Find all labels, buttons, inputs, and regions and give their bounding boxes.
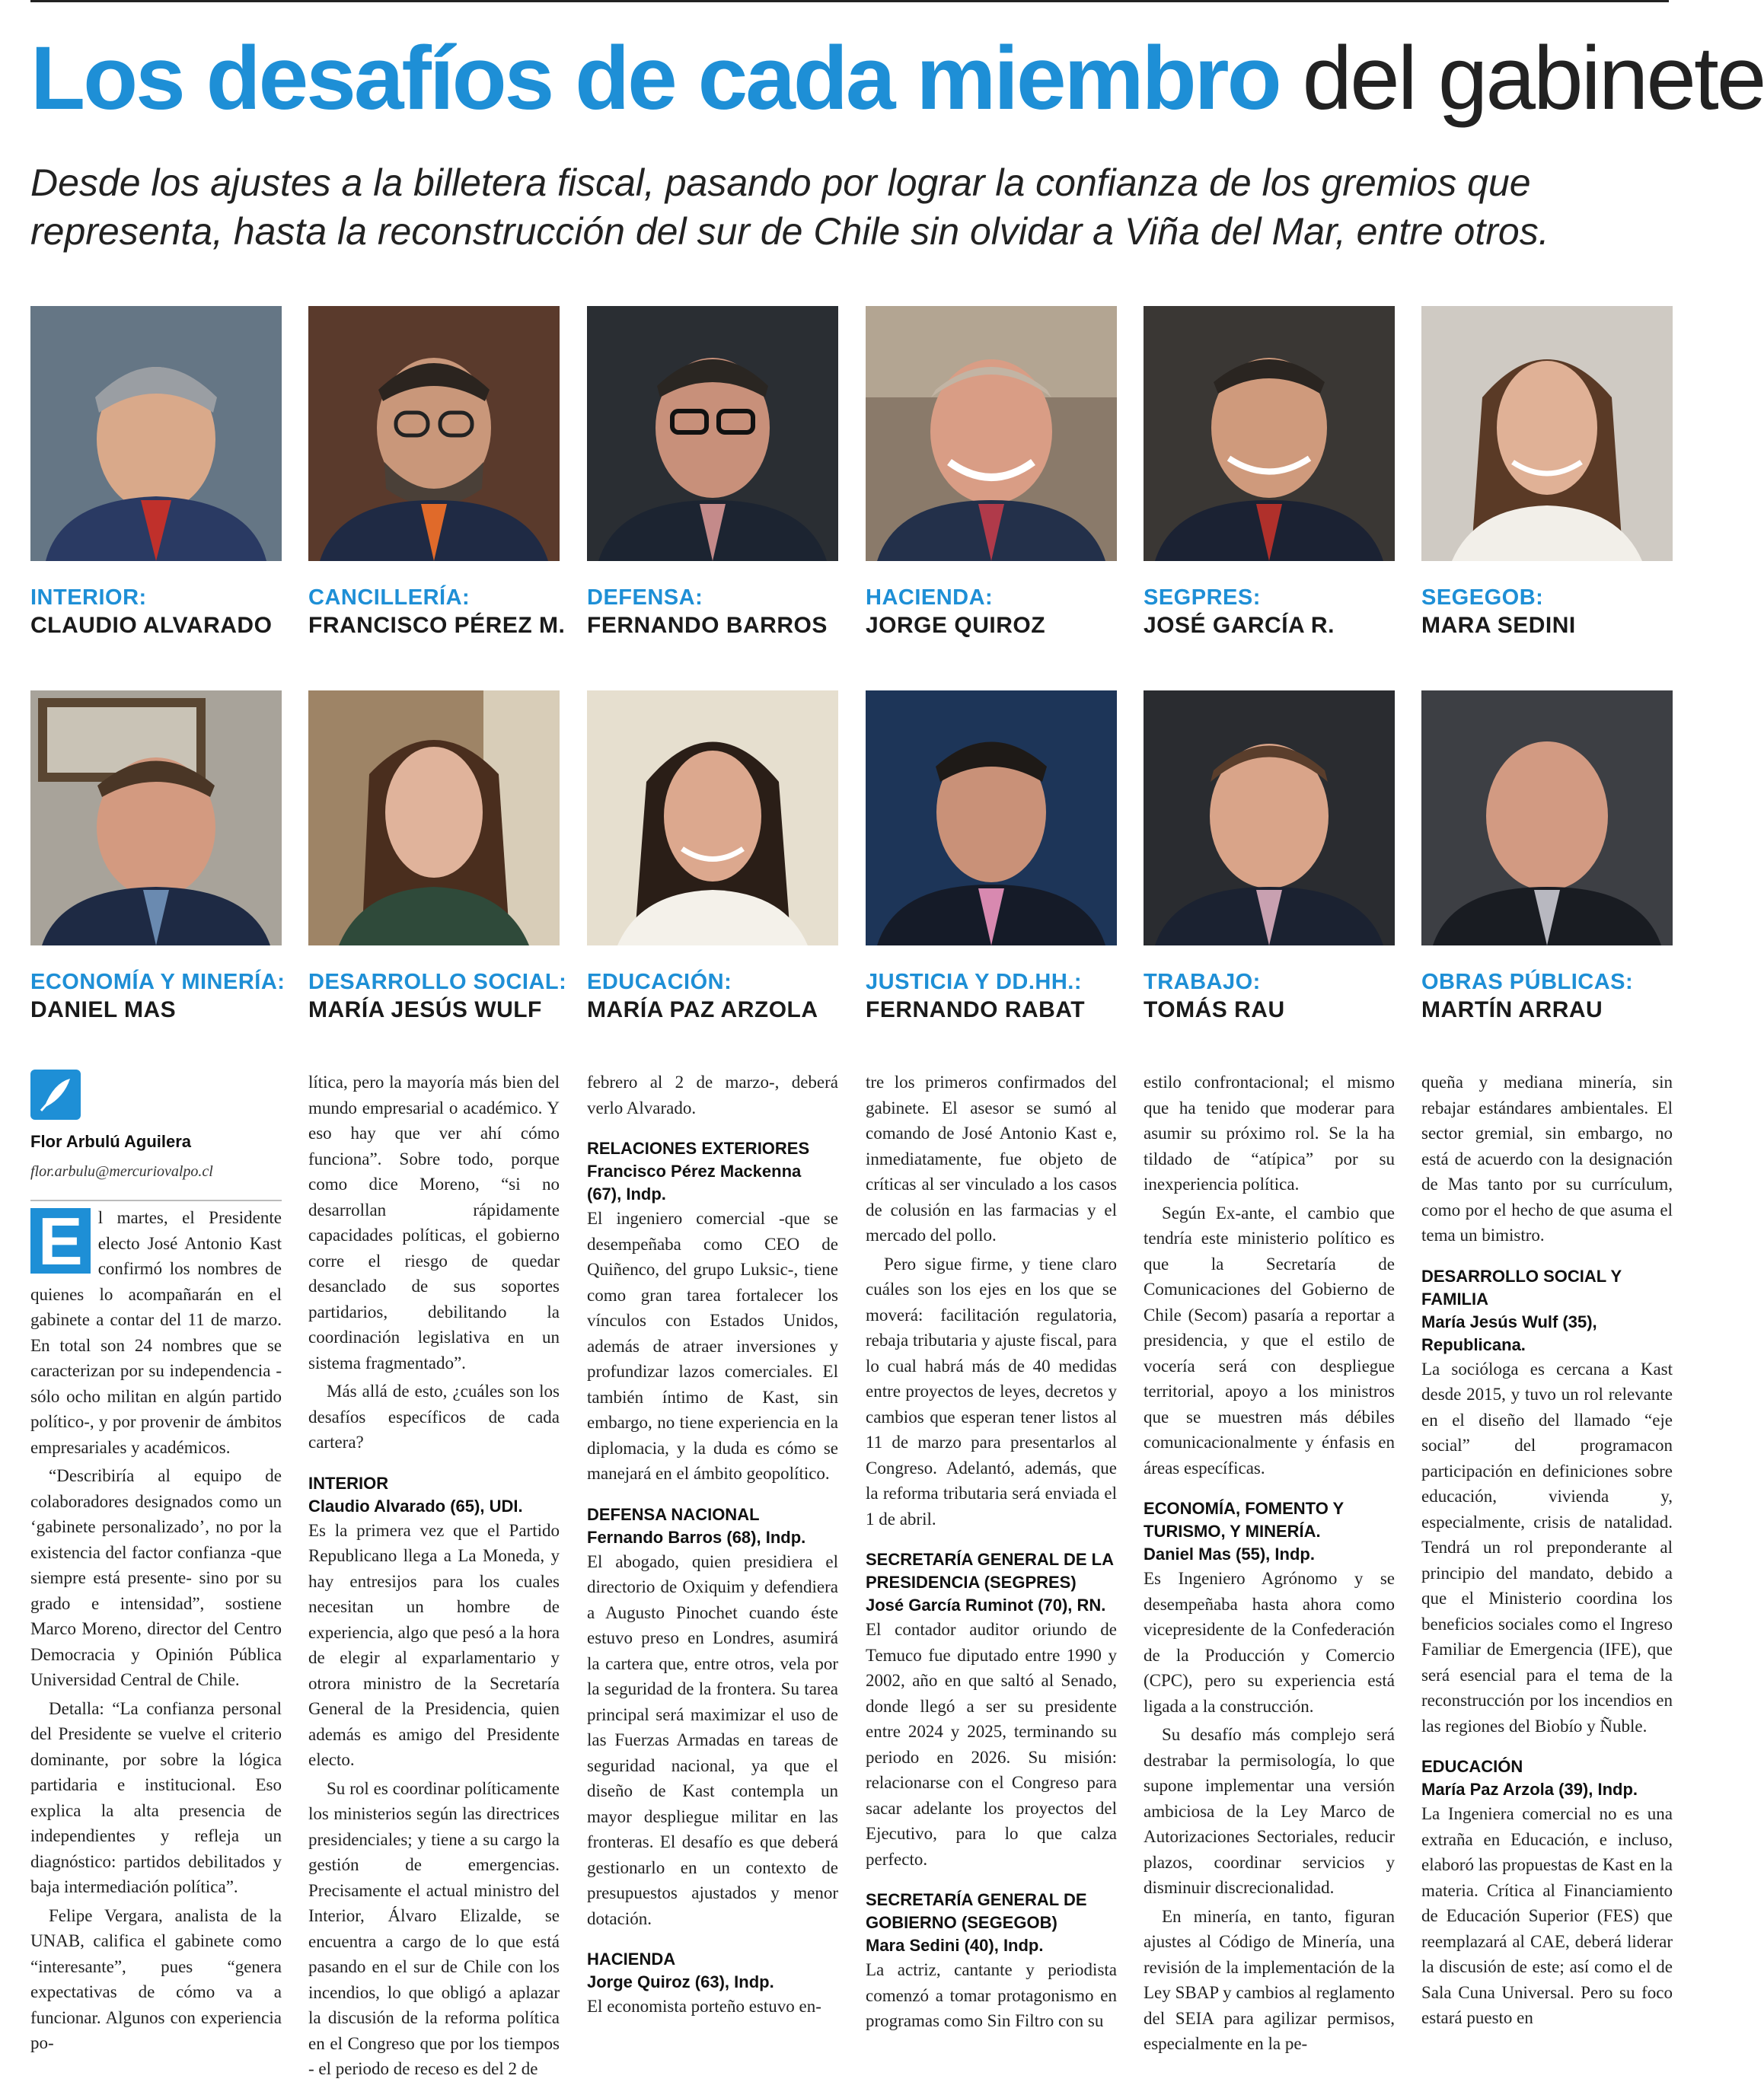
deck-subtitle: Desde los ajustes a la billetera fiscal, pasando por lograr la confianza de los gremios que representa, hasta la reconstrucción del sur de Chile sin olvidar a Viña del Mar, entre otros. [30,161,1549,253]
article-column-4 [866,1070,1117,2067]
paragraph: Es la primera vez que el Partido Republicano llega a La Moneda, y hay entresijos para los cuales necesitan un hombre de experiencia, algo que pesó a la hora de elegir al exparlamentario y otrora ministro de la Secretaría General de la Presidencia, quien además es amigo del Presidente electo. [308,1520,560,1769]
cabinet-card [866,690,1117,1025]
section-heading: INTERIOR [308,1473,389,1493]
paragraph: lítica, pero la mayoría más bien del mundo empresarial o académico. Y eso hay que ver ahí cómo funciona”. Sobre todo, porque como dice Moreno, “si no desarrollan rápidamente capacidades políticas, el gobierno corre el riesgo de quedar desanclado de sus soportes partidarios, debilitando la coordinación legislativa en un sistema fragmentado”. [308,1073,560,1373]
cabinet-role: ECONOMÍA Y MINERÍA: [30,970,285,994]
cabinet-role: TRABAJO: [1144,970,1261,994]
cabinet-role: DEFENSA: [587,585,703,610]
paragraph: Es Ingeniero Agrónomo y se desempeñaba hasta ahora como vicepresidente de la Confederación de la Producción y Comercio (CPC), pero su experiencia está ligada a la construcción. [1144,1569,1395,1716]
portrait-photo [308,690,560,945]
section-person: Mara Sedini (40), Indp. [866,1936,1044,1955]
headline-part1: Los desafíos de cada miembro [30,28,1280,129]
top-rule [30,0,1669,2]
article-column-3 [587,1070,838,2067]
portrait-photo [30,306,282,561]
quill-icon [30,1070,81,1120]
cabinet-name: FRANCISCO PÉREZ M. [308,613,566,638]
paragraph: E l martes, el Presidente electo José Antonio Kast confirmó los nombres de quienes lo acompañarán en el gabinete a contar del 11 de marzo. En total son 24 nombres que se caracterizan por su independencia -sólo ocho militan en algún partido político-, y por provenir de ámbitos empresariales y académicos. [30,1204,282,1457]
section-heading: SECRETARÍA GENERAL DE LA PRESIDENCIA (SEGPRES) [866,1550,1114,1592]
section-person: José García Ruminot (70), RN. [866,1596,1106,1615]
paragraph: El economista porteño estuvo en- [587,1997,821,2016]
section-person: Claudio Alvarado (65), UDI. [308,1496,523,1516]
portrait-photo [308,306,560,561]
paragraph: Más allá de esto, ¿cuáles son los desafíos específicos de cada cartera? [308,1382,560,1452]
section-heading: EDUCACIÓN [1421,1757,1523,1776]
paragraph: Según Ex-ante, el cambio que tendría este ministerio político es que la Secretaría de Comunicaciones del Gobierno de Chile (Secom) pasaría a reportar a presidencia, y que el estilo de vocería será con despliegue territorial, apoyo a los ministros que se muestren más débiles comunicacionalmente y énfasis en áreas específicas. [1144,1203,1395,1478]
portrait-photo [30,690,282,945]
cabinet-role: SEGPRES: [1144,585,1261,610]
paragraph: estilo confrontacional; el mismo que ha tenido que moderar para asumir su próximo rol. Se la ha tildado de “atípica” por su inexperiencia política. [1144,1073,1395,1194]
paragraph: El ingeniero comercial -que se desempeñaba como CEO de Quiñenco, del grupo Luksic-, tiene como gran tarea fortalecer los vínculos con Estados Unidos, además de atraer inversiones y profundizar lazos comerciales. El también íntimo de Kast, sin embargo, no tiene experiencia en la diplomacia, y la duda es cómo se manejará en el ámbito geopolítico. [587,1209,838,1483]
cabinet-role: HACIENDA: [866,585,994,610]
section-heading: DEFENSA NACIONAL [587,1504,760,1524]
section-heading: DESARROLLO SOCIAL Y FAMILIA [1421,1266,1622,1309]
section-person: Francisco Pérez Mackenna (67), Indp. [587,1162,802,1204]
paragraph: febrero al 2 de marzo-, deberá verlo Alvarado. [587,1073,838,1118]
drop-cap: E [30,1208,91,1274]
paragraph: Su desafío más complejo será destrabar la permisología, lo que supone implementar una versión ambiciosa de la Ley Marco de Autorizaciones Sectoriales, reducir plazos, coordinar servicios y disminuir discrecionalidad. [1144,1725,1395,1897]
paragraph: La actriz, cantante y periodista comenzó a tomar protagonismo en programas como Sin Filtro con su [866,1960,1117,2030]
headline [30,21,1764,136]
section-person: María Paz Arzola (39), Indp. [1421,1780,1638,1799]
paragraph: “Describiría al equipo de colaboradores designados como un ‘gabinete personalizado’, no por la existencia del factor confianza -que siempre está presente- sino por su grado e intensidad”, sostiene Marco Moreno, director del Centro Democracia y Opinión Pública Universidad Central de Chile. [30,1466,282,1689]
paragraph: En minería, en tanto, figuran ajustes al Código de Minería, una revisión de la implementación de la Ley SBAP y cambios al reglamento del SEIA para agilizar permisos, especialmente en la pe- [1144,1906,1395,2053]
cabinet-name: MARTÍN ARRAU [1421,997,1603,1022]
portrait-photo [587,690,838,945]
cabinet-card [30,690,285,1025]
cabinet-name: MARÍA PAZ ARZOLA [587,997,818,1022]
byline-author: Flor Arbulú Aguilera [30,1132,192,1151]
portrait-photo [1421,306,1673,561]
cabinet-card [1421,690,1673,1025]
cabinet-role: CANCILLERÍA: [308,585,471,610]
cabinet-card [1144,306,1395,640]
cabinet-card [308,690,567,1025]
cabinet-name: FERNANDO BARROS [587,613,828,638]
section-heading: ECONOMÍA, FOMENTO Y TURISMO, Y MINERÍA. [1144,1499,1344,1541]
article-body [30,1070,1673,2078]
paragraph: La Ingeniera comercial no es una extraña en Educación, e incluso, elaboró las propuestas de Kast en la materia. Crítica al Financiamiento de Educación Superior (FES) que reemplazará al CAE, deberá liderar la discusión de este; así como el de Sala Cuna Universal. Pero su foco estará puesto en [1421,1804,1673,2027]
cabinet-card [308,306,566,640]
section-person: Daniel Mas (55), Indp. [1144,1545,1315,1564]
headline-part2: del gabinete [1302,28,1764,129]
cabinet-role: EDUCACIÓN: [587,970,732,994]
cabinet-role: DESARROLLO SOCIAL: [308,970,567,994]
portrait-photo [587,306,838,561]
cabinet-role: INTERIOR: [30,585,147,610]
section-heading: HACIENDA [587,1950,676,1969]
section-person: Fernando Barros (68), Indp. [587,1527,806,1547]
paragraph: El contador auditor oriundo de Temuco fue diputado entre 1990 y 2002, año en que saltó al Senado, donde llegó a ser su presidente entre 2024 y 2025, terminando su periodo en 2026. Su misión: relacionarse con el Congreso para sacar adelante los proyectos del Ejecutivo, para lo que calza perfecto. [866,1620,1117,1869]
cabinet-card [30,306,282,640]
article-column-5 [1144,1070,1395,2067]
cabinet-name: DANIEL MAS [30,997,177,1022]
cabinet-card [866,306,1117,640]
paragraph: Pero sigue firme, y tiene claro cuáles son los ejes en los que se moverá: facilitación regulatoria, rebaja tributaria y ajuste fiscal, para lo cual habrá más de 40 medidas entre proyectos de leyes, decretos y cambios que esperan tener listos al 11 de marzo para presentarlos al Congreso. Adelantó, además, que la reforma tributaria será enviada el 1 de abril. [866,1254,1117,1529]
cabinet-name: JORGE QUIROZ [866,613,1046,638]
cabinet-card [587,306,838,640]
cabinet-card [587,690,838,1025]
portrait-photo [1144,690,1395,945]
byline-email: flor.arbulu@mercuriovalpo.cl [30,1162,213,1180]
cabinet-card [1144,690,1395,1025]
cabinet-name: JOSÉ GARCÍA R. [1144,613,1335,638]
cabinet-name: MARÍA JESÚS WULF [308,997,542,1022]
paragraph: La socióloga es cercana a Kast desde 2015, y tuvo un rol relevante en el diseño del llamado “eje social” del programacon participación en definiciones sobre educación, vivienda y, especialmente, crisis de natalidad. Tendrá un rol preponderante al principio del mandato, debido a que el Ministerio coordina los beneficios sociales como el Ingreso Familiar de Emergencia (IFE), que será esencial para el tema de la reconstrucción por los incendios en las regiones del Biobío y Ñuble. [1421,1359,1673,1736]
portrait-photo [1421,690,1673,945]
paragraph: Felipe Vergara, analista de la UNAB, califica el gabinete como “interesante”, pues “genera expectativas de cómo va a funcionar. Algunos con experiencia po- [30,1905,282,2052]
byline-divider [30,1200,282,1201]
section-person: Jorge Quiroz (63), Indp. [587,1972,774,1991]
byline [30,1070,282,1205]
section-heading: SECRETARÍA GENERAL DE GOBIERNO (SEGEGOB) [866,1890,1087,1932]
article-column-6 [1421,1070,1673,2067]
portrait-photo [1144,306,1395,561]
article-column-2 [308,1070,560,2078]
section-heading: RELACIONES EXTERIORES [587,1139,810,1158]
cabinet-name: TOMÁS RAU [1144,997,1285,1022]
paragraph: Detalla: “La confianza personal del Presidente se vuelve el criterio dominante, por sobre la lógica partidaria e institucional. Eso explica la alta presencia de independientes y refleja un diagnóstico: partidos debilitados y baja intermediación política”. [30,1698,282,1896]
paragraph: tre los primeros confirmados del gabinete. El asesor se sumó al comando de José Antonio Kast e, inmediatamente, fue objeto de críticas al ser vinculado a los casos de colusión en las farmacias y el mercado del pollo. [866,1073,1117,1245]
cabinet-name: MARA SEDINI [1421,613,1576,638]
cabinet-name: FERNANDO RABAT [866,997,1086,1022]
paragraph: El abogado, quien presidiera el directorio de Oxiquim y defendiera a Augusto Pinochet cuando éste estuvo preso en Londres, asumirá la cartera que, entre otros, vela por la seguridad de la frontera. Su tarea principal será maximizar el uso de las Fuerzas Armadas en tareas de seguridad nacional, ya que el diseño de Kast contempla un mayor despliegue militar en las fronteras. El desafío es que deberá gestionarlo en un contexto de presupuestos ajustados y menor dotación. [587,1551,838,1928]
paragraph: Su rol es coordinar políticamente los ministerios según las directrices presidenciales; y tiene a su cargo la gestión de emergencias. Precisamente el actual ministro del Interior, Álvaro Elizalde, se encuentra a cargo de lo que está pasando en el sur de Chile con los incendios, lo que obligó a aplazar la discusión de la reforma política en el Congreso que por los tiempos - el periodo de receso es del 2 de [308,1778,560,2078]
cabinet-role: OBRAS PÚBLICAS: [1421,970,1634,994]
cabinet-name: CLAUDIO ALVARADO [30,613,273,638]
article-column-1 [30,1070,282,2067]
paragraph: queña y mediana minería, sin rebajar estándares ambientales. El sector gremial, sin embargo, no está de acuerdo con la designación de Mas tanto por su currículum, como por el hecho de que asuma el tema un bimistro. [1421,1073,1673,1245]
portrait-photo [866,690,1117,945]
cabinet-role: JUSTICIA Y DD.HH.: [866,970,1083,994]
section-person: María Jesús Wulf (35), Republicana. [1421,1312,1597,1354]
cabinet-card [1421,306,1673,640]
portrait-photo [866,306,1117,561]
cabinet-role: SEGEGOB: [1421,585,1544,610]
